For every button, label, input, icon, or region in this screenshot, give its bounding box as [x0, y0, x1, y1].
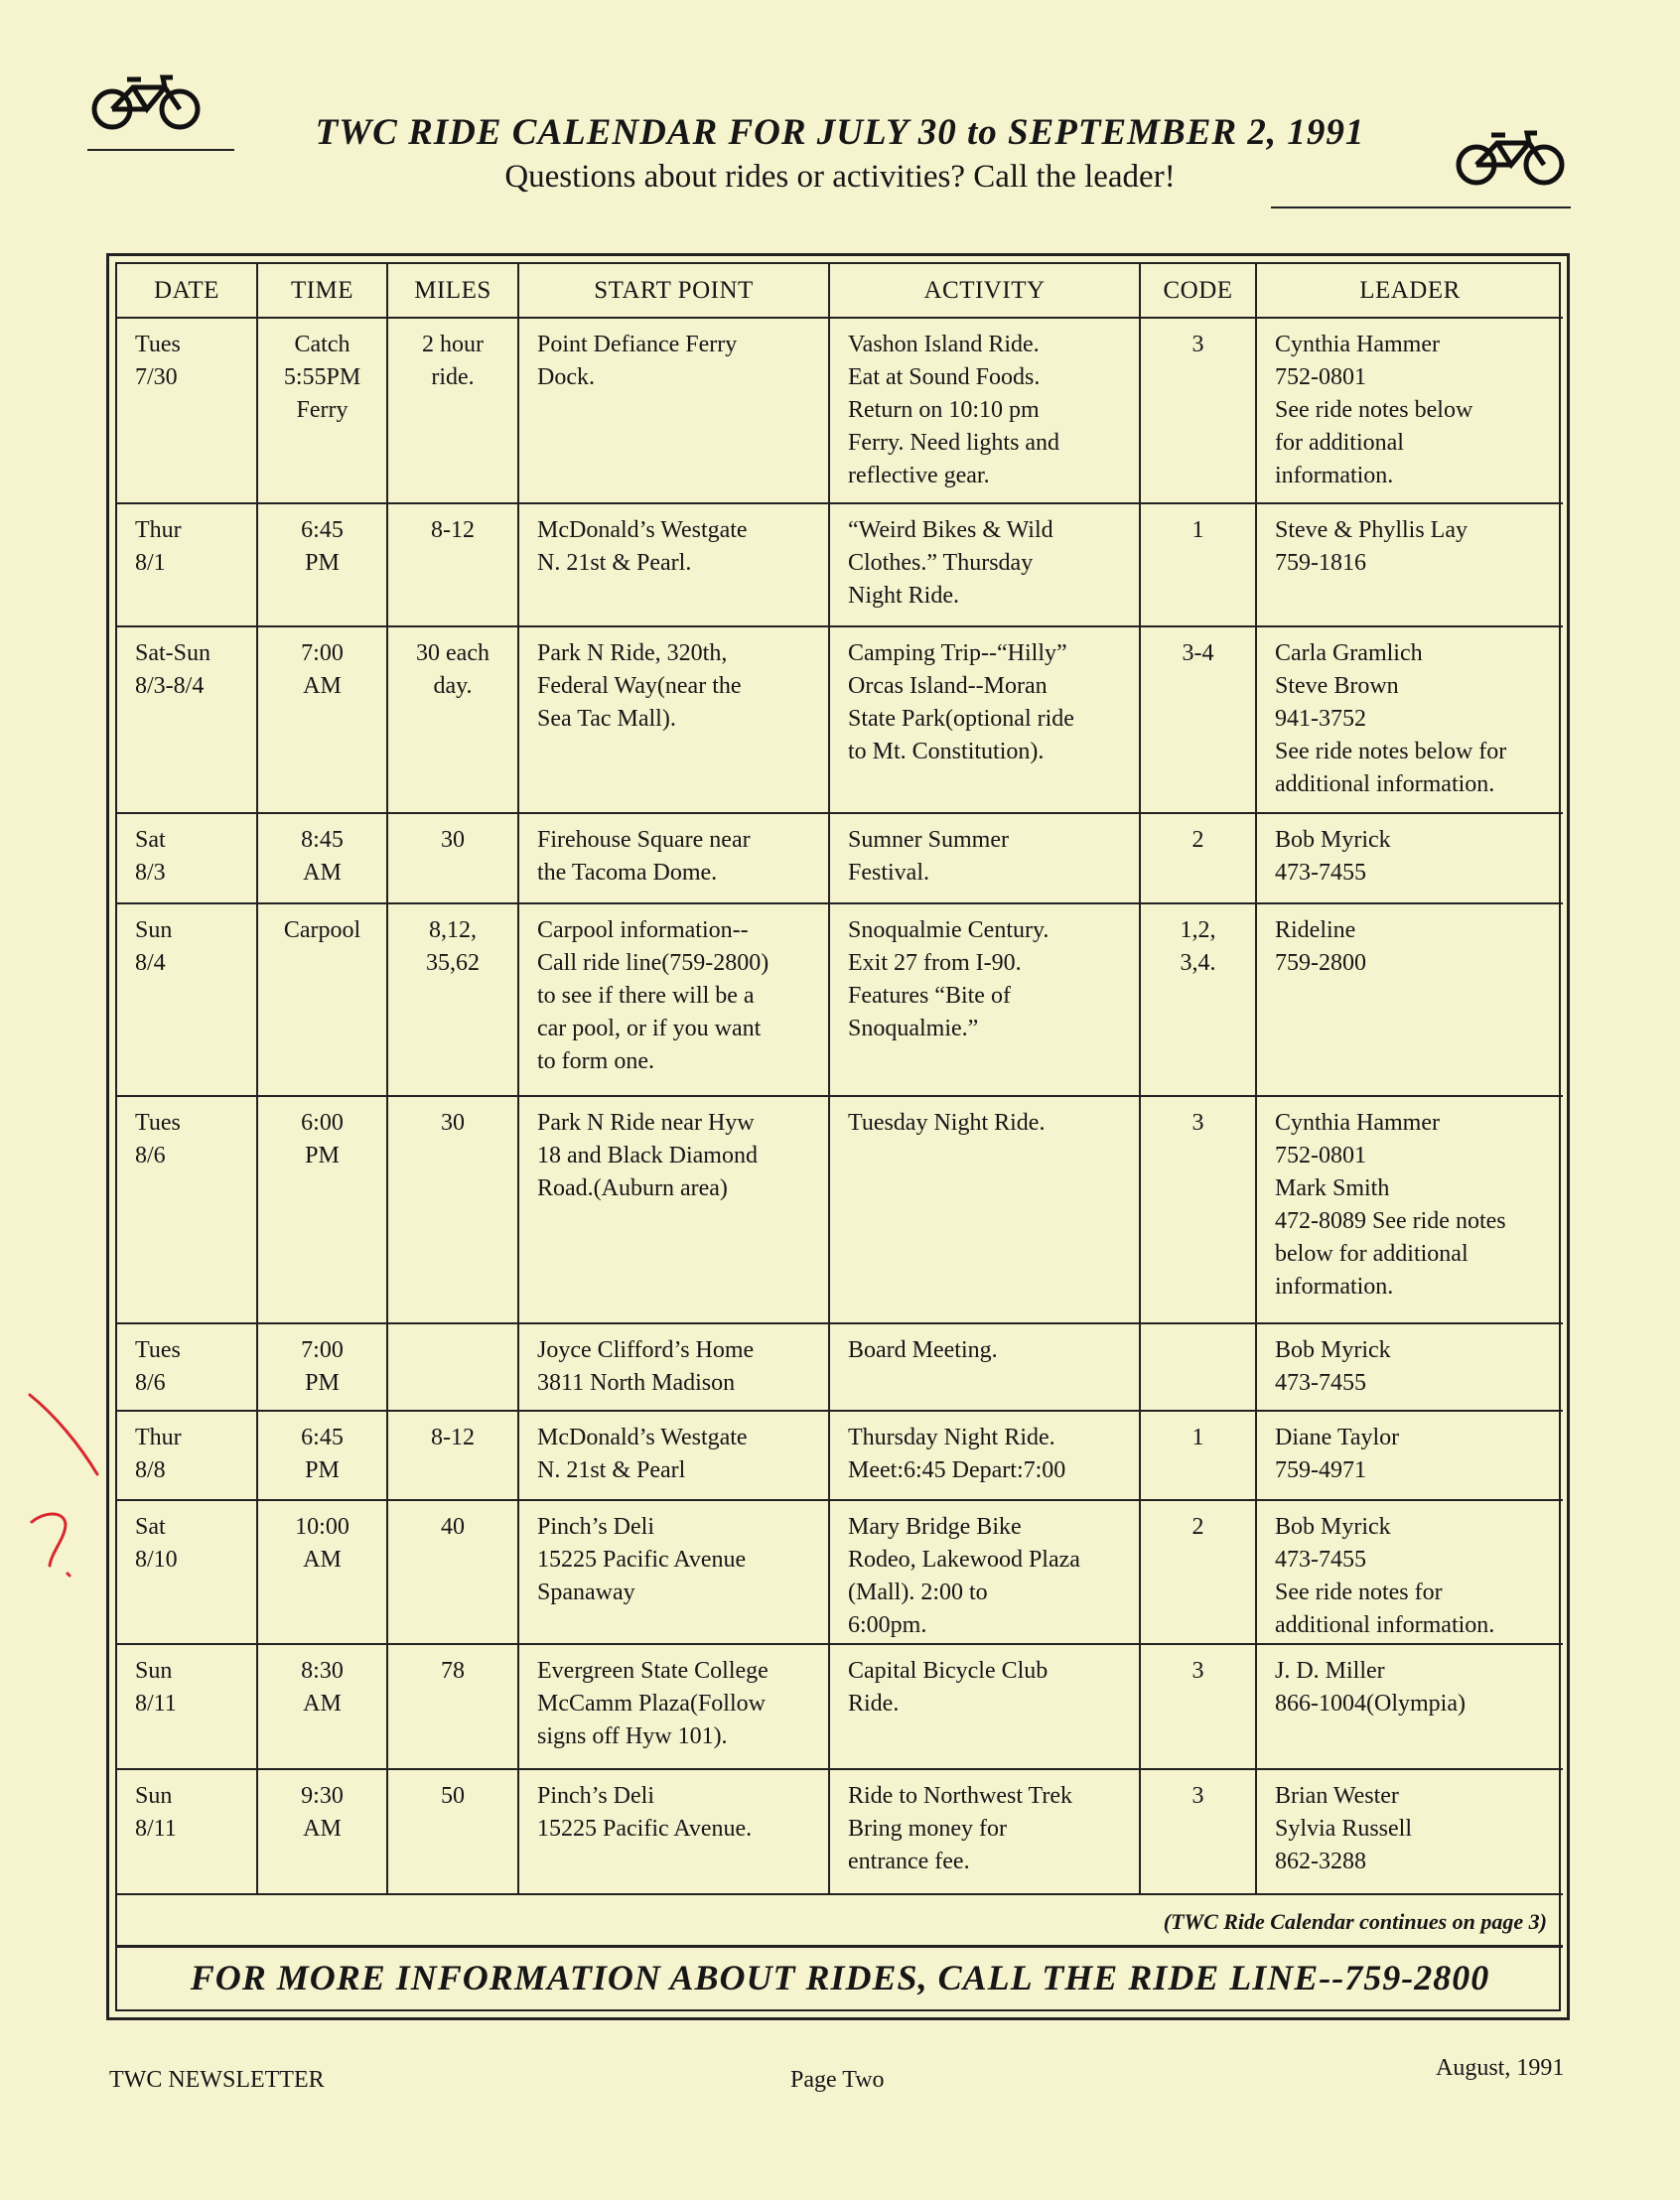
- cell-time: 7:00 AM: [257, 626, 387, 813]
- cell-code: 2: [1140, 813, 1256, 903]
- cell-miles: 78: [387, 1644, 518, 1769]
- table-row: [117, 626, 1563, 813]
- cell-leader: Bob Myrick 473-7455: [1256, 813, 1563, 903]
- cell-time: 7:00 PM: [257, 1323, 387, 1411]
- handwritten-margin-mark: [20, 1375, 119, 1598]
- cell-code: 3: [1140, 1096, 1256, 1323]
- cell-miles: 2 hour ride.: [387, 318, 518, 503]
- cell-date: Tues 7/30: [117, 318, 257, 503]
- cell-time: 10:00 AM: [257, 1500, 387, 1644]
- cell-miles: 30: [387, 813, 518, 903]
- cell-time: 6:45 PM: [257, 1411, 387, 1500]
- table-row: [117, 903, 1563, 1096]
- cell-time: 9:30 AM: [257, 1769, 387, 1894]
- footer-page: Page Two: [790, 2067, 885, 2093]
- column-header-activity: ACTIVITY: [829, 264, 1140, 318]
- page-subtitle: Questions about rides or activities? Call the leader!: [504, 159, 1176, 195]
- cell-activity: Vashon Island Ride. Eat at Sound Foods. Return on 10:10 pm Ferry. Need lights and reflective gear.: [829, 318, 1140, 503]
- cell-code: 3: [1140, 1769, 1256, 1894]
- cell-miles: 8-12: [387, 503, 518, 626]
- cell-activity: Capital Bicycle Club Ride.: [829, 1644, 1140, 1769]
- cell-miles: [387, 1323, 518, 1411]
- table-row: [117, 1500, 1563, 1644]
- cell-date: Sat 8/3: [117, 813, 257, 903]
- cell-miles: 40: [387, 1500, 518, 1644]
- cell-miles: 8-12: [387, 1411, 518, 1500]
- table-header-row: [117, 264, 1563, 318]
- cell-start-point: McDonald’s Westgate N. 21st & Pearl: [518, 1411, 829, 1500]
- cell-start-point: Joyce Clifford’s Home 3811 North Madison: [518, 1323, 829, 1411]
- footer-date: August, 1991: [1436, 2055, 1565, 2081]
- cell-code: 3-4: [1140, 626, 1256, 813]
- ride-calendar-table: [117, 264, 1563, 2021]
- cell-code: 1: [1140, 503, 1256, 626]
- cell-start-point: Pinch’s Deli 15225 Pacific Avenue Spanaway: [518, 1500, 829, 1644]
- column-header-miles: MILES: [387, 264, 518, 318]
- cell-start-point: McDonald’s Westgate N. 21st & Pearl.: [518, 503, 829, 626]
- cell-date: Thur 8/1: [117, 503, 257, 626]
- continues-row: [117, 1894, 1563, 1947]
- cell-miles: 30 each day.: [387, 626, 518, 813]
- cell-time: 6:00 PM: [257, 1096, 387, 1323]
- cell-activity: Ride to Northwest Trek Bring money for entrance fee.: [829, 1769, 1140, 1894]
- cell-start-point: Park N Ride, 320th, Federal Way(near the Sea Tac Mall).: [518, 626, 829, 813]
- cell-code: [1140, 1323, 1256, 1411]
- cell-activity: Snoqualmie Century. Exit 27 from I-90. Features “Bite of Snoqualmie.”: [829, 903, 1140, 1096]
- cell-leader: Steve & Phyllis Lay 759-1816: [1256, 503, 1563, 626]
- cell-activity: Camping Trip--“Hilly” Orcas Island--Moran State Park(optional ride to Mt. Constitution).: [829, 626, 1140, 813]
- cell-date: Sun 8/4: [117, 903, 257, 1096]
- cell-start-point: Park N Ride near Hyw 18 and Black Diamond Road.(Auburn area): [518, 1096, 829, 1323]
- ride-line-banner: FOR MORE INFORMATION ABOUT RIDES, CALL THE RIDE LINE--759-2800: [190, 1958, 1490, 1997]
- cell-leader: Bob Myrick 473-7455 See ride notes for additional information.: [1256, 1500, 1563, 1644]
- cell-start-point: Pinch’s Deli 15225 Pacific Avenue.: [518, 1769, 829, 1894]
- cell-date: Sun 8/11: [117, 1769, 257, 1894]
- column-header-start-point: START POINT: [518, 264, 829, 318]
- cell-start-point: Firehouse Square near the Tacoma Dome.: [518, 813, 829, 903]
- cell-date: Sat 8/10: [117, 1500, 257, 1644]
- table-row: [117, 1323, 1563, 1411]
- table-row: [117, 1644, 1563, 1769]
- cell-date: Sat-Sun 8/3-8/4: [117, 626, 257, 813]
- cell-start-point: Evergreen State College McCamm Plaza(Follow signs off Hyw 101).: [518, 1644, 829, 1769]
- cell-code: 3: [1140, 1644, 1256, 1769]
- more-info-row: [117, 1947, 1563, 2022]
- cell-activity: “Weird Bikes & Wild Clothes.” Thursday Night Ride.: [829, 503, 1140, 626]
- table-row: [117, 318, 1563, 503]
- table-row: [117, 1096, 1563, 1323]
- column-header-code: CODE: [1140, 264, 1256, 318]
- page-title: TWC RIDE CALENDAR FOR JULY 30 to SEPTEMBER 2, 1991: [315, 112, 1365, 153]
- table-row: [117, 503, 1563, 626]
- cell-code: 3: [1140, 318, 1256, 503]
- cell-time: Catch 5:55PM Ferry: [257, 318, 387, 503]
- cell-miles: 8,12, 35,62: [387, 903, 518, 1096]
- cell-code: 1: [1140, 1411, 1256, 1500]
- cell-leader: Cynthia Hammer 752-0801 Mark Smith 472-8089 See ride notes below for additional information.: [1256, 1096, 1563, 1323]
- cell-code: 2: [1140, 1500, 1256, 1644]
- cell-date: Sun 8/11: [117, 1644, 257, 1769]
- cell-date: Thur 8/8: [117, 1411, 257, 1500]
- cell-time: 8:45 AM: [257, 813, 387, 903]
- cell-activity: Board Meeting.: [829, 1323, 1140, 1411]
- ride-calendar-frame: [106, 253, 1570, 2020]
- table-row: [117, 1411, 1563, 1500]
- column-header-date: DATE: [117, 264, 257, 318]
- cell-leader: J. D. Miller 866-1004(Olympia): [1256, 1644, 1563, 1769]
- column-header-time: TIME: [257, 264, 387, 318]
- cell-start-point: Carpool information-- Call ride line(759-2800) to see if there will be a car pool, or if you want to form one.: [518, 903, 829, 1096]
- cell-time: 6:45 PM: [257, 503, 387, 626]
- header-rule-right: [1271, 206, 1571, 208]
- cell-leader: Cynthia Hammer 752-0801 See ride notes below for additional information.: [1256, 318, 1563, 503]
- cell-miles: 30: [387, 1096, 518, 1323]
- continues-note: (TWC Ride Calendar continues on page 3): [117, 1894, 1563, 1947]
- table-row: [117, 1769, 1563, 1894]
- cell-miles: 50: [387, 1769, 518, 1894]
- cell-code: 1,2, 3,4.: [1140, 903, 1256, 1096]
- cell-leader: Carla Gramlich Steve Brown 941-3752 See ride notes below for additional information.: [1256, 626, 1563, 813]
- cell-start-point: Point Defiance Ferry Dock.: [518, 318, 829, 503]
- cell-activity: Sumner Summer Festival.: [829, 813, 1140, 903]
- cell-leader: Bob Myrick 473-7455: [1256, 1323, 1563, 1411]
- column-header-leader: LEADER: [1256, 264, 1563, 318]
- ride-calendar-inner: [115, 262, 1561, 2011]
- cell-leader: Brian Wester Sylvia Russell 862-3288: [1256, 1769, 1563, 1894]
- cell-leader: Diane Taylor 759-4971: [1256, 1411, 1563, 1500]
- cell-time: 8:30 AM: [257, 1644, 387, 1769]
- cell-activity: Thursday Night Ride. Meet:6:45 Depart:7:00: [829, 1411, 1140, 1500]
- cell-activity: Mary Bridge Bike Rodeo, Lakewood Plaza (Mall). 2:00 to 6:00pm.: [829, 1500, 1140, 1644]
- cell-activity: Tuesday Night Ride.: [829, 1096, 1140, 1323]
- cell-time: Carpool: [257, 903, 387, 1096]
- cell-date: Tues 8/6: [117, 1096, 257, 1323]
- footer-newsletter: TWC NEWSLETTER: [109, 2067, 325, 2093]
- cell-leader: Rideline 759-2800: [1256, 903, 1563, 1096]
- table-row: [117, 813, 1563, 903]
- cell-date: Tues 8/6: [117, 1323, 257, 1411]
